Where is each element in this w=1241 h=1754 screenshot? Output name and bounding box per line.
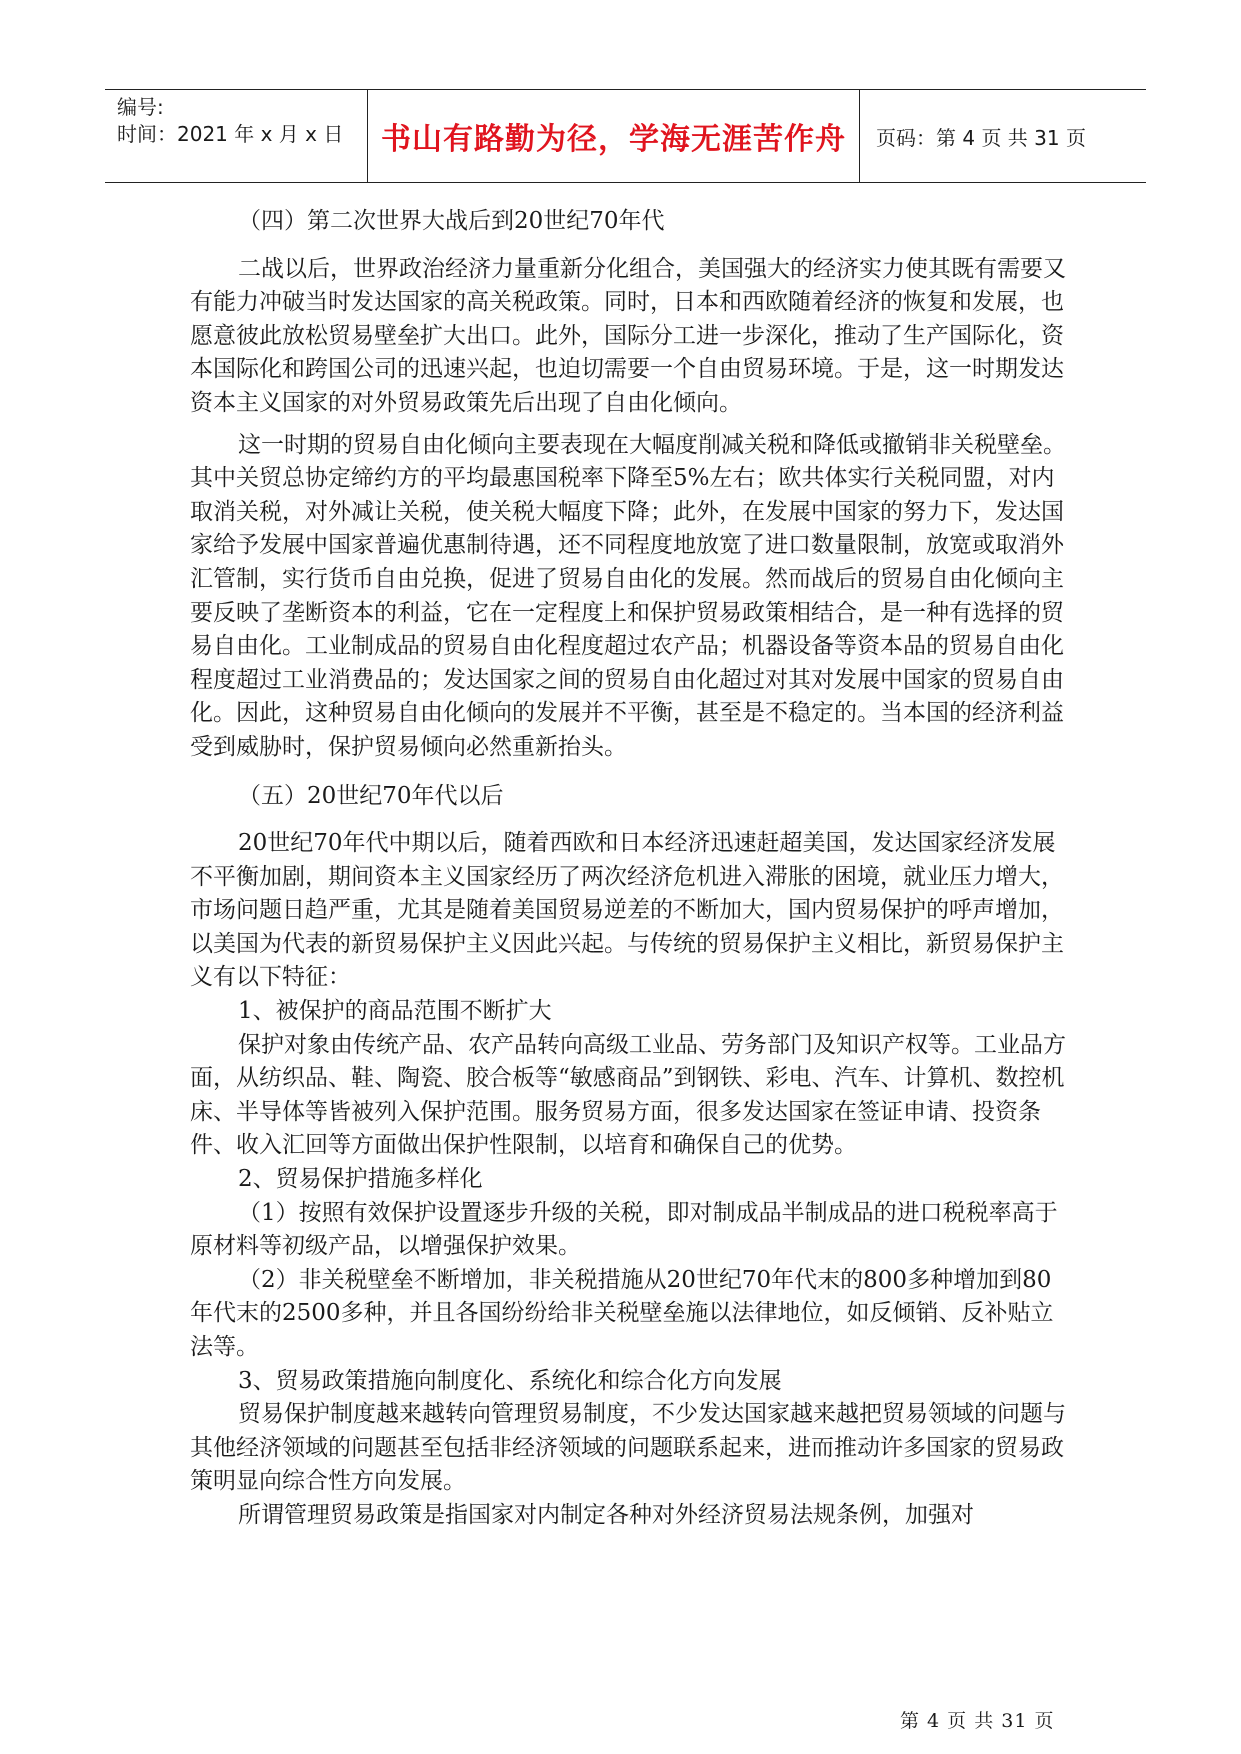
paragraph: 贸易保护制度越来越转向管理贸易制度，不少发达国家越来越把贸易领域的问题与其他经济领域的问题甚至包括非经济领域的问题联系起来，进而推动许多国家的贸易政策明显向综合性方向发展。 bbox=[190, 1401, 1066, 1495]
header-motto: 书山有路勤为径，学海无涯苦作舟 bbox=[367, 90, 860, 182]
document-number-label: 编号: bbox=[117, 95, 164, 119]
section-heading-4: （四）第二次世界大战后到20世纪70年代 bbox=[238, 208, 665, 234]
header-page-label: 页码：第 4 页 共 31 页 bbox=[876, 125, 1086, 150]
page-header bbox=[105, 89, 1146, 183]
page-footer-number: 第 4 页 共 31 页 bbox=[900, 1710, 1055, 1732]
paragraph: （2）非关税壁垒不断增加，非关税措施从20世纪70年代末的800多种增加到80年代末的2500多种，并且各国纷纷给非关税壁垒施以法律地位，如反倾销、反补贴立法等。 bbox=[190, 1266, 1054, 1360]
subheading: 3、贸易政策措施向制度化、系统化和综合化方向发展 bbox=[238, 1367, 782, 1394]
document-time-label: 时间：2021 年 x 月 x 日 bbox=[117, 122, 344, 146]
subheading: 2、贸易保护措施多样化 bbox=[238, 1166, 483, 1193]
paragraph: 20世纪70年代中期以后，随着西欧和日本经济迅速赶超美国，发达国家经济发展不平衡加剧，期间资本主义国家经历了两次经济危机进入滞胀的困境，就业压力增大，市场问题日趋严重，尤其是随着美国贸易逆差的不断加大，国内贸易保护的呼声增加，以美国为代表的新贸易保护主义因此兴起。与传统的贸易保护主义相比，新贸易保护主义有以下特征： bbox=[190, 830, 1064, 991]
header-left-cell bbox=[105, 90, 367, 182]
section-heading-5: （五）20世纪70年代以后 bbox=[238, 782, 504, 809]
paragraph: 二战以后，世界政治经济力量重新分化组合，美国强大的经济实力使其既有需要又有能力冲破当时发达国家的高关税政策。同时，日本和西欧随着经济的恢复和发展，也愿意彼此放松贸易壁垒扩大出口。此外，国际分工进一步深化，推动了生产国际化，资本国际化和跨国公司的迅速兴起，也迫切需要一个自由贸易环境。于是，这一时期发达资本主义国家的对外贸易政策先后出现了自由化倾向。 bbox=[190, 255, 1066, 416]
paragraph: 所谓管理贸易政策是指国家对内制定各种对外经济贸易法规条例，加强对 bbox=[238, 1501, 974, 1528]
paragraph: 保护对象由传统产品、农产品转向高级工业品、劳务部门及知识产权等。工业品方面，从纺织品、鞋、陶瓷、胶合板等“敏感商品”到钢铁、彩电、汽车、计算机、数控机床、半导体等皆被列入保护范围。服务贸易方面，很多发达国家在签证申请、投资条件、收入汇回等方面做出保护性限制，以培育和确保自己的优势。 bbox=[190, 1031, 1066, 1159]
subheading: 1、被保护的商品范围不断扩大 bbox=[238, 998, 552, 1025]
document-body bbox=[190, 205, 1070, 1533]
paragraph: （1）按照有效保护设置逐步升级的关税，即对制成品半制成品的进口税税率高于原材料等初级产品，以增强保护效果。 bbox=[190, 1199, 1058, 1260]
paragraph: 这一时期的贸易自由化倾向主要表现在大幅度削减关税和降低或撤销非关税壁垒。其中关贸总协定缔约方的平均最惠国税率下降至5%左右；欧共体实行关税同盟，对内取消关税，对外减让关税，使关税大幅度下降；此外，在发展中国家的努力下，发达国家给予发展中国家普遍优惠制待遇，还不同程度地放宽了进口数量限制，放宽或取消外汇管制，实行货币自由兑换，促进了贸易自由化的发展。然而战后的贸易自由化倾向主要反映了垄断资本的利益，它在一定程度上和保护贸易政策相结合，是一种有选择的贸易自由化。工业制成品的贸易自由化程度超过农产品；机器设备等资本品的贸易自由化程度超过工业消费品的；发达国家之间的贸易自由化超过对其对发展中国家的贸易自由化。因此，这种贸易自由化倾向的发展并不平衡，甚至是不稳定的。当本国的经济利益受到威胁时，保护贸易倾向必然重新抬头。 bbox=[190, 431, 1066, 760]
